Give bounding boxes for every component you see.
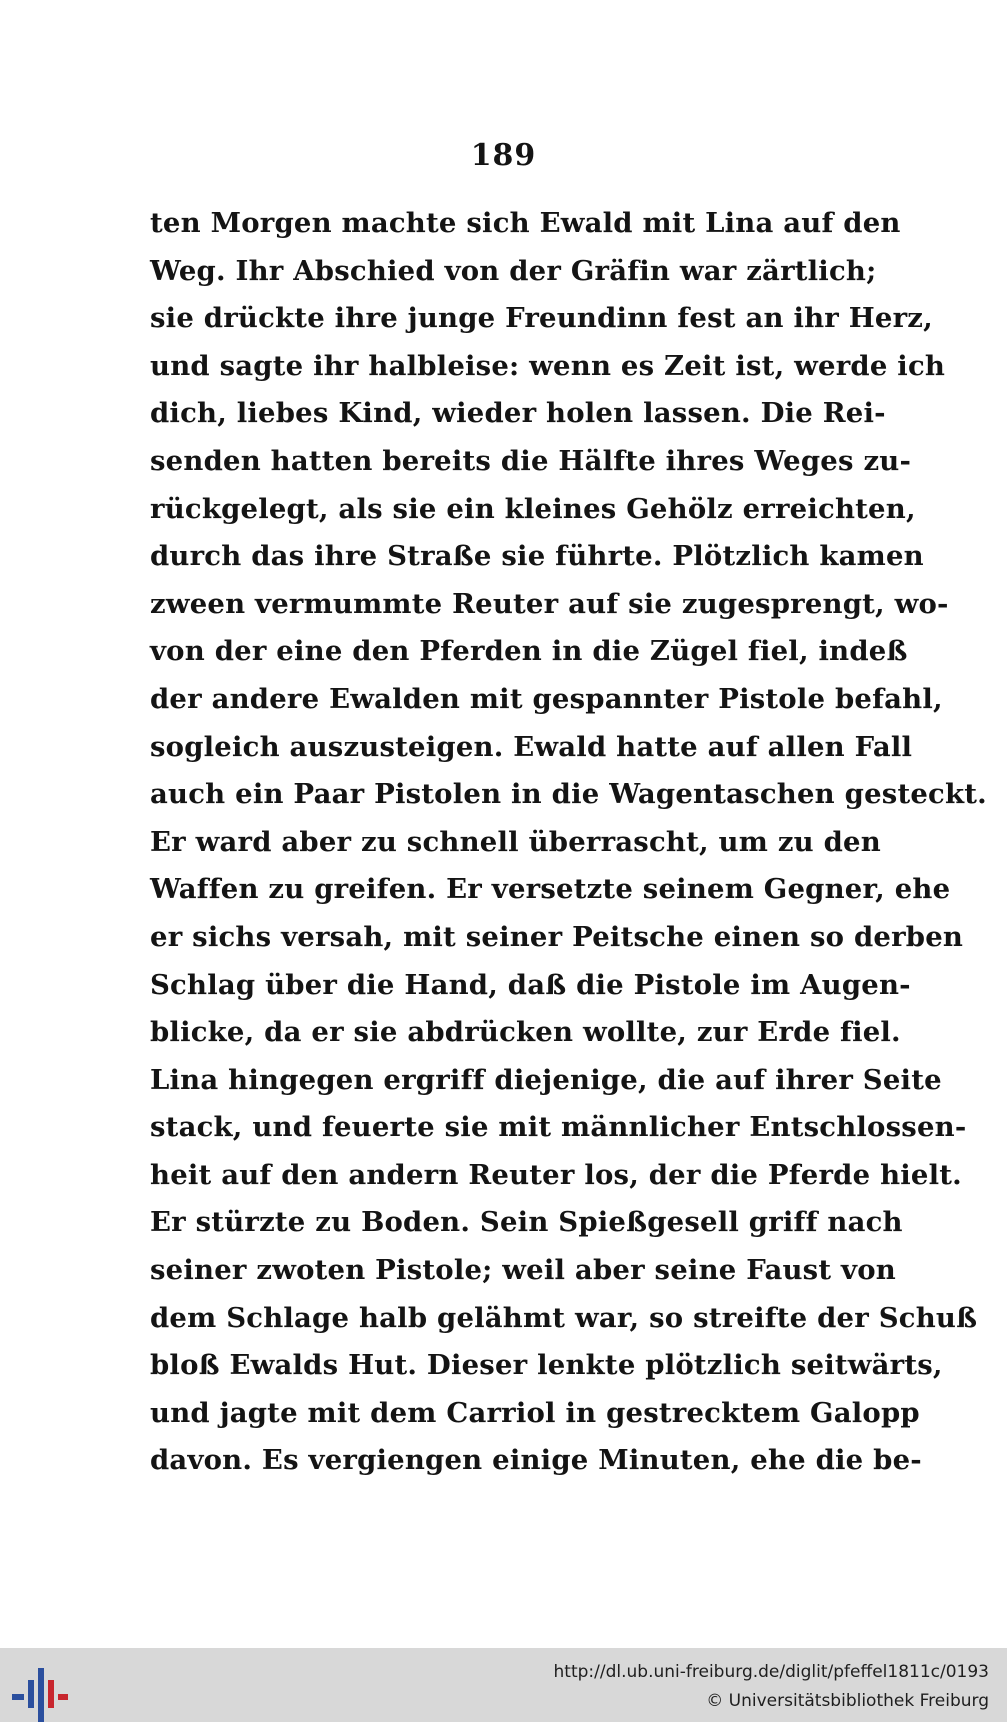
text-line: davon. Es vergiengen einige Minuten, ehe die be- [150, 1444, 922, 1477]
page-number: 189 [470, 138, 537, 173]
text-line: blicke, da er sie abdrücken wollte, zur Erde fiel. [150, 1016, 901, 1049]
text-line: und jagte mit dem Carriol in gestrecktem Galopp [150, 1396, 920, 1429]
permalink-url[interactable]: http://dl.ub.uni-freiburg.de/diglit/pfeffel1811c/0193 [553, 1662, 989, 1682]
text-line: senden hatten bereits die Hälfte ihres Weges zu- [150, 444, 912, 477]
text-line: Waffen zu greifen. Er versetzte seinem Gegner, ehe [150, 873, 951, 906]
text-line: er sichs versah, mit seiner Peitsche einen so derben [150, 920, 964, 953]
text-line: ten Morgen machte sich Ewald mit Lina auf den [150, 207, 901, 239]
text-line: seiner zwoten Pistole; weil aber seine Faust von [150, 1254, 896, 1287]
copyright-notice: © Universitätsbibliothek Freiburg [706, 1691, 989, 1711]
text-line: zween vermummte Reuter auf sie zugesprengt, wo- [150, 587, 949, 620]
text-line: der andere Ewalden mit gespannter Pistole befahl, [150, 682, 943, 715]
text-line: durch das ihre Straße sie führte. Plötzlich kamen [150, 540, 924, 573]
text-line: sie drückte ihre junge Freundinn fest an ihr Herz, [150, 302, 933, 335]
text-line: dich, liebes Kind, wieder holen lassen. Die Rei- [150, 397, 886, 430]
text-line: und sagte ihr halbleise: wenn es Zeit ist, werde ich [150, 349, 946, 382]
text-body [150, 200, 987, 1485]
text-line: rückgelegt, als sie ein kleines Gehölz erreichten, [150, 492, 916, 525]
text-line: heit auf den andern Reuter los, der die Pferde hielt. [150, 1158, 962, 1191]
text-line: Er ward aber zu schnell überrascht, um zu den [150, 825, 881, 858]
text-line: bloß Ewalds Hut. Dieser lenkte plötzlich seitwärts, [150, 1349, 943, 1382]
text-line: auch ein Paar Pistolen in die Wagentaschen gesteckt. [150, 778, 987, 811]
text-line: Er stürzte zu Boden. Sein Spießgesell griff nach [150, 1206, 903, 1239]
ub-freiburg-logo-icon [10, 1668, 70, 1722]
text-line: Schlag über die Hand, daß die Pistole im Augen- [150, 968, 911, 1001]
text-line: stack, und feuerte sie mit männlicher Entschlossen- [150, 1111, 967, 1144]
text-line: sogleich auszusteigen. Ewald hatte auf allen Fall [150, 730, 913, 763]
text-line: dem Schlage halb gelähmt war, so streifte der Schuß [150, 1301, 978, 1334]
text-line: Lina hingegen ergriff diejenige, die auf ihrer Seite [150, 1063, 942, 1096]
footer-bar [0, 1648, 1007, 1722]
text-line: Weg. Ihr Abschied von der Gräfin war zärtlich; [150, 254, 877, 287]
text-line: von der eine den Pferden in die Zügel fiel, indeß [150, 635, 908, 668]
